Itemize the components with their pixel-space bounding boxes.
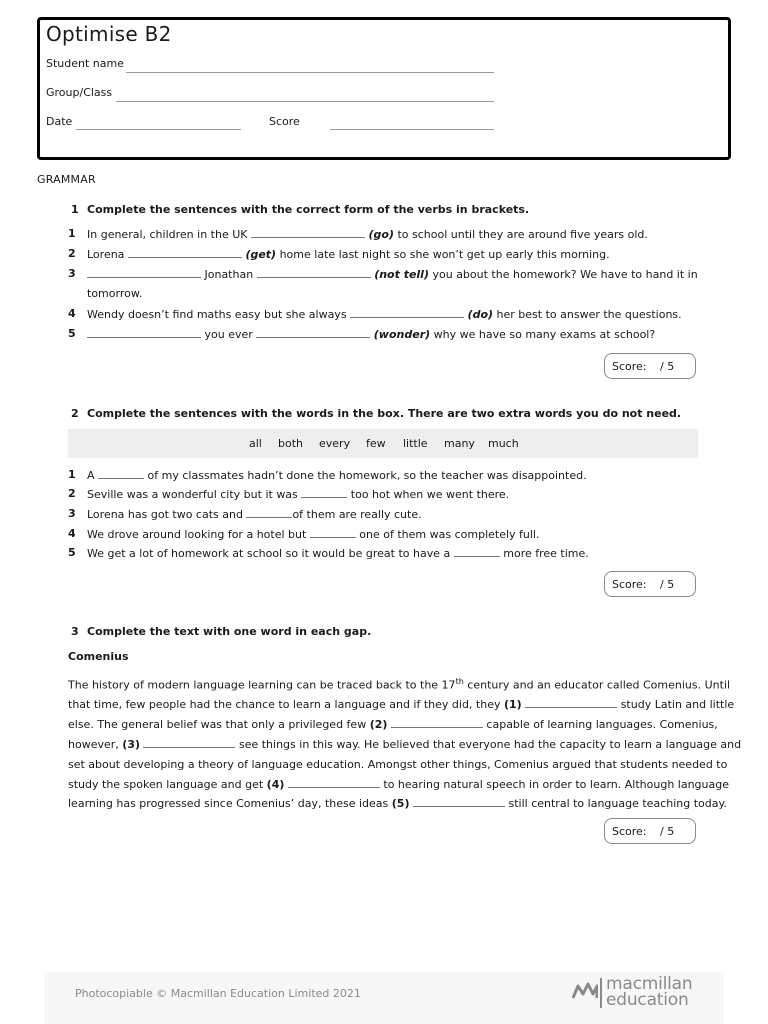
item-text bbox=[87, 327, 655, 342]
text-line bbox=[68, 695, 735, 715]
answer-gap[interactable] bbox=[454, 546, 500, 557]
gap-fill-text bbox=[68, 672, 742, 814]
item-text-part: too hot when we went there. bbox=[347, 488, 510, 501]
verb-hint: (get) bbox=[245, 248, 277, 261]
item-text bbox=[87, 247, 610, 262]
answer-gap[interactable] bbox=[251, 227, 365, 238]
answer-gap[interactable] bbox=[246, 507, 292, 518]
copyright-notice: Photocopiable © Macmillan Education Limited 2021 bbox=[75, 987, 361, 1000]
word-box-item: both bbox=[278, 437, 303, 450]
score-box-label: Score: bbox=[612, 825, 647, 838]
item-text-part: more free time. bbox=[499, 547, 589, 560]
exercise1-instruction: Complete the sentences with the correct form of the verbs in brackets. bbox=[87, 203, 530, 216]
item-number: 4 bbox=[68, 527, 76, 540]
item-text bbox=[87, 468, 587, 483]
item-text-part: you ever bbox=[201, 328, 257, 341]
gap-number: (3) bbox=[122, 738, 140, 752]
group-class-label: Group/Class bbox=[46, 86, 113, 99]
word-box-item: many bbox=[444, 437, 475, 450]
score-box-total: / 5 bbox=[660, 825, 675, 838]
verb-hint: (go) bbox=[368, 228, 394, 241]
exercise3-number: 3 bbox=[71, 625, 79, 638]
group-class-field[interactable] bbox=[116, 101, 494, 102]
verb-hint: (do) bbox=[467, 308, 494, 321]
item-text-part: one of them was completely full. bbox=[355, 528, 540, 541]
answer-gap[interactable] bbox=[87, 267, 201, 278]
text-part: else. The general belief was that only a privileged few bbox=[68, 718, 370, 732]
text-part: The history of modern language learning can be traced back to the 17 bbox=[68, 678, 456, 692]
item-number: 3 bbox=[68, 507, 76, 520]
score-box-label: Score: bbox=[612, 360, 647, 373]
item-number: 3 bbox=[68, 267, 76, 280]
macmillan-logo-icon bbox=[572, 980, 598, 1000]
text-line bbox=[68, 672, 731, 695]
word-box bbox=[68, 429, 698, 458]
item-text bbox=[87, 507, 422, 522]
score-box-total: / 5 bbox=[660, 360, 675, 373]
exercise2-instruction: Complete the sentences with the words in the box. There are two extra words you do not need. bbox=[87, 407, 682, 420]
exercise1-score-box[interactable] bbox=[604, 353, 696, 379]
word-box-item: all bbox=[249, 437, 262, 450]
student-name-label: Student name bbox=[46, 57, 124, 70]
answer-gap[interactable] bbox=[128, 247, 242, 258]
item-text bbox=[87, 527, 539, 542]
item-text-part: Lorena has got two cats and bbox=[87, 508, 247, 521]
item-number: 2 bbox=[68, 487, 76, 500]
text-part: study the spoken language and get bbox=[68, 777, 267, 791]
worksheet-title: Optimise B2 bbox=[46, 22, 172, 46]
item-text-part: why we have so many exams at school? bbox=[430, 328, 656, 341]
answer-gap[interactable] bbox=[143, 737, 235, 748]
item-text-part: In general, children in the UK bbox=[87, 228, 251, 241]
gap-number: (5) bbox=[391, 797, 410, 811]
text-line bbox=[68, 735, 742, 755]
item-text-part: her best to answer the questions. bbox=[493, 308, 682, 321]
item-number: 5 bbox=[68, 546, 76, 559]
answer-gap[interactable] bbox=[301, 487, 347, 498]
exercise2-number: 2 bbox=[71, 407, 79, 420]
superscript: th bbox=[455, 677, 464, 686]
item-text-part: We get a lot of homework at school so it would be great to have a bbox=[87, 547, 454, 560]
item-text bbox=[87, 227, 648, 242]
exercise1-number: 1 bbox=[71, 203, 79, 216]
score-label: Score bbox=[269, 115, 300, 128]
item-text bbox=[87, 307, 682, 322]
item-number: 1 bbox=[68, 468, 76, 481]
score-field[interactable] bbox=[330, 129, 494, 130]
verb-hint: (wonder) bbox=[373, 328, 431, 341]
item-number: 2 bbox=[68, 247, 76, 260]
logo-wordmark-line1: macmillan bbox=[606, 974, 693, 994]
answer-gap[interactable] bbox=[87, 327, 201, 338]
date-field[interactable] bbox=[76, 129, 241, 130]
answer-gap[interactable] bbox=[525, 697, 617, 708]
item-number: 5 bbox=[68, 327, 76, 340]
section-heading: GRAMMAR bbox=[37, 173, 96, 186]
gap-number: (2) bbox=[369, 718, 388, 732]
word-box-item: every bbox=[319, 437, 351, 450]
answer-gap[interactable] bbox=[391, 717, 483, 728]
text-part: learning has progressed since Comenius’ day, these ideas bbox=[68, 797, 392, 811]
item-number: 4 bbox=[68, 307, 76, 320]
exercise2-score-box[interactable] bbox=[604, 571, 696, 597]
item-text-part: of them are really cute. bbox=[292, 508, 422, 521]
item-text-part: tomorrow. bbox=[87, 287, 143, 300]
text-line: set about developing a theory of language education. Amongst other things, Comenius argued that students needed to bbox=[68, 757, 728, 771]
verb-hint: (not tell) bbox=[374, 268, 429, 281]
item-number: 1 bbox=[68, 227, 76, 240]
text-part: to hearing natural speech in order to learn. Although language bbox=[379, 777, 729, 791]
text-part: still central to language teaching today. bbox=[505, 797, 727, 811]
date-label: Date bbox=[46, 115, 73, 128]
text-part: however, bbox=[68, 738, 123, 752]
answer-gap[interactable] bbox=[257, 267, 371, 278]
text-part: that time, few people had the chance to learn a language and if they did, they bbox=[68, 698, 504, 712]
student-name-field[interactable] bbox=[126, 72, 494, 73]
text-line bbox=[68, 715, 718, 735]
text-part: century and an educator called Comenius. Until bbox=[463, 678, 731, 692]
logo-divider bbox=[600, 978, 602, 1008]
text-line bbox=[68, 775, 729, 795]
text-line bbox=[68, 794, 727, 814]
answer-gap[interactable] bbox=[350, 307, 464, 318]
answer-gap[interactable] bbox=[413, 796, 505, 807]
exercise3-score-box[interactable] bbox=[604, 818, 696, 844]
item-text-part: to school until they are around five years old. bbox=[393, 228, 648, 241]
gap-number: (1) bbox=[503, 698, 522, 712]
text-part: see things in this way. He believed that everyone had the capacity to learn a language and bbox=[235, 738, 742, 752]
item-text-part: Jonathan bbox=[201, 268, 257, 281]
item-text bbox=[87, 487, 509, 502]
logo-wordmark-line2: education bbox=[606, 990, 689, 1010]
answer-gap[interactable] bbox=[310, 527, 356, 538]
item-text-part: A bbox=[87, 469, 99, 482]
item-text-part: of my classmates hadn’t done the homework, so the teacher was disappointed. bbox=[144, 469, 587, 482]
word-box-item: little bbox=[403, 437, 428, 450]
answer-gap[interactable] bbox=[288, 777, 380, 788]
item-text-part: Lorena bbox=[87, 248, 128, 261]
word-box-item: few bbox=[366, 437, 386, 450]
score-box-label: Score: bbox=[612, 578, 647, 591]
answer-gap[interactable] bbox=[256, 327, 370, 338]
gap-number: (4) bbox=[266, 777, 285, 791]
text-part: study Latin and little bbox=[617, 698, 735, 712]
answer-gap[interactable] bbox=[98, 468, 144, 479]
word-box-item: much bbox=[488, 437, 519, 450]
item-text-part: home late last night so she won’t get up early this morning. bbox=[276, 248, 610, 261]
text-part: capable of learning languages. Comenius, bbox=[482, 718, 718, 732]
item-text-part: you about the homework? We have to hand it in bbox=[428, 268, 698, 281]
item-text-part: Seville was a wonderful city but it was bbox=[87, 488, 302, 501]
exercise3-instruction: Complete the text with one word in each gap. bbox=[87, 625, 372, 638]
item-text bbox=[87, 546, 589, 561]
score-box-total: / 5 bbox=[660, 578, 675, 591]
item-text bbox=[87, 267, 698, 282]
text-title: Comenius bbox=[68, 650, 129, 663]
item-text-part: We drove around looking for a hotel but bbox=[87, 528, 310, 541]
item-text-part: Wendy doesn’t find maths easy but she always bbox=[87, 308, 351, 321]
